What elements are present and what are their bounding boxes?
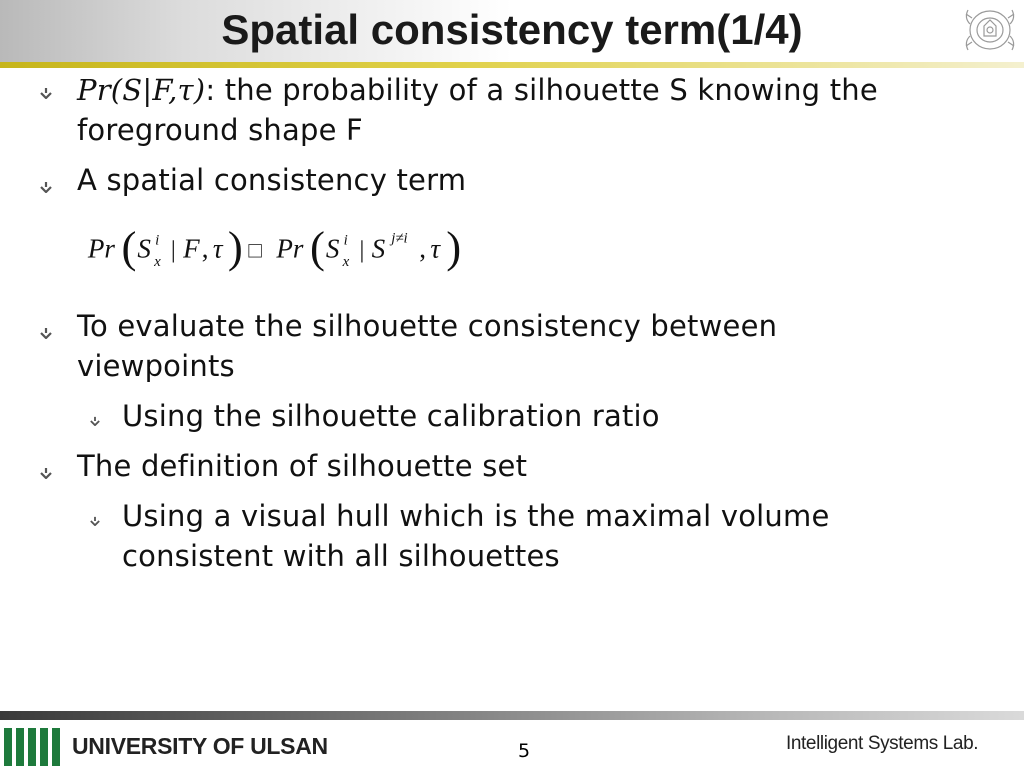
sub-bullet-visual-hull xyxy=(122,496,962,576)
bullet-silhouette-set xyxy=(77,446,957,486)
page-number: 5 xyxy=(518,740,531,762)
formula-rhs-given-sup: j≠i xyxy=(391,230,408,247)
footer-bar xyxy=(0,711,1024,720)
svg-text:|: | xyxy=(170,236,176,264)
university-logo-icon xyxy=(4,728,68,766)
svg-text:): ) xyxy=(227,222,243,273)
sub-bullet-text: Using a visual hull which is the maximal volume xyxy=(122,499,830,533)
bullet-arrow-icon xyxy=(40,467,52,479)
svg-text:,: , xyxy=(201,233,209,264)
formula-rhs-given: S xyxy=(371,233,386,264)
bullet-arrow-icon xyxy=(40,327,52,339)
sub-bullet-calibration-ratio xyxy=(122,396,962,436)
bullet-text-line2: viewpoints xyxy=(77,349,235,383)
svg-text:(: ( xyxy=(310,222,325,273)
bullet-text: To evaluate the silhouette consistency between xyxy=(77,309,778,343)
sub-bullet-arrow-icon xyxy=(90,416,100,426)
lab-name: Intelligent Systems Lab. xyxy=(786,733,979,754)
formula-relation: □ xyxy=(248,237,262,263)
formula-lhs-pr: Pr xyxy=(87,233,115,264)
formula-lhs-tau: τ xyxy=(212,233,223,264)
svg-text:(: ( xyxy=(121,222,137,273)
slide-title: Spatial consistency term(1/4) xyxy=(221,6,803,53)
sub-bullet-arrow-icon xyxy=(90,516,100,526)
bullet-text: A spatial consistency term xyxy=(77,163,467,197)
bullet-arrow-icon xyxy=(40,87,52,99)
bullet-text-line2: foreground shape F xyxy=(77,113,363,147)
bullet-probability-definition xyxy=(77,70,957,150)
formula-rhs-tau: τ xyxy=(430,233,441,264)
spatial-consistency-formula xyxy=(72,222,492,278)
formula-rhs-s: S xyxy=(325,233,340,264)
formula-rhs-sup: i xyxy=(343,232,348,249)
math-pr-s-given-f: Pr(S|F,τ) xyxy=(77,73,206,107)
svg-text:): ) xyxy=(446,222,462,273)
formula-lhs-given: F xyxy=(183,233,200,264)
svg-text:,: , xyxy=(419,233,426,264)
formula-lhs-s: S xyxy=(137,233,151,264)
formula-lhs-sub: x xyxy=(154,253,161,270)
formula-rhs-pr: Pr xyxy=(276,233,304,264)
sub-bullet-text-line2: consistent with all silhouettes xyxy=(122,539,560,573)
bullet-evaluate-consistency xyxy=(77,306,957,386)
title-underline xyxy=(0,62,1024,68)
university-name: UNIVERSITY OF ULSAN xyxy=(72,733,328,759)
bullet-spatial-term xyxy=(77,160,957,200)
university-emblem-icon xyxy=(962,4,1018,56)
svg-text:|: | xyxy=(359,236,365,264)
formula-rhs-sub: x xyxy=(342,253,350,270)
bullet-text: The definition of silhouette set xyxy=(77,449,528,483)
bullet-text: : the probability of a silhouette S knowing the xyxy=(205,73,878,107)
bullet-arrow-icon xyxy=(40,181,52,193)
formula-lhs-sup: i xyxy=(155,232,160,249)
sub-bullet-text: Using the silhouette calibration ratio xyxy=(122,399,660,433)
